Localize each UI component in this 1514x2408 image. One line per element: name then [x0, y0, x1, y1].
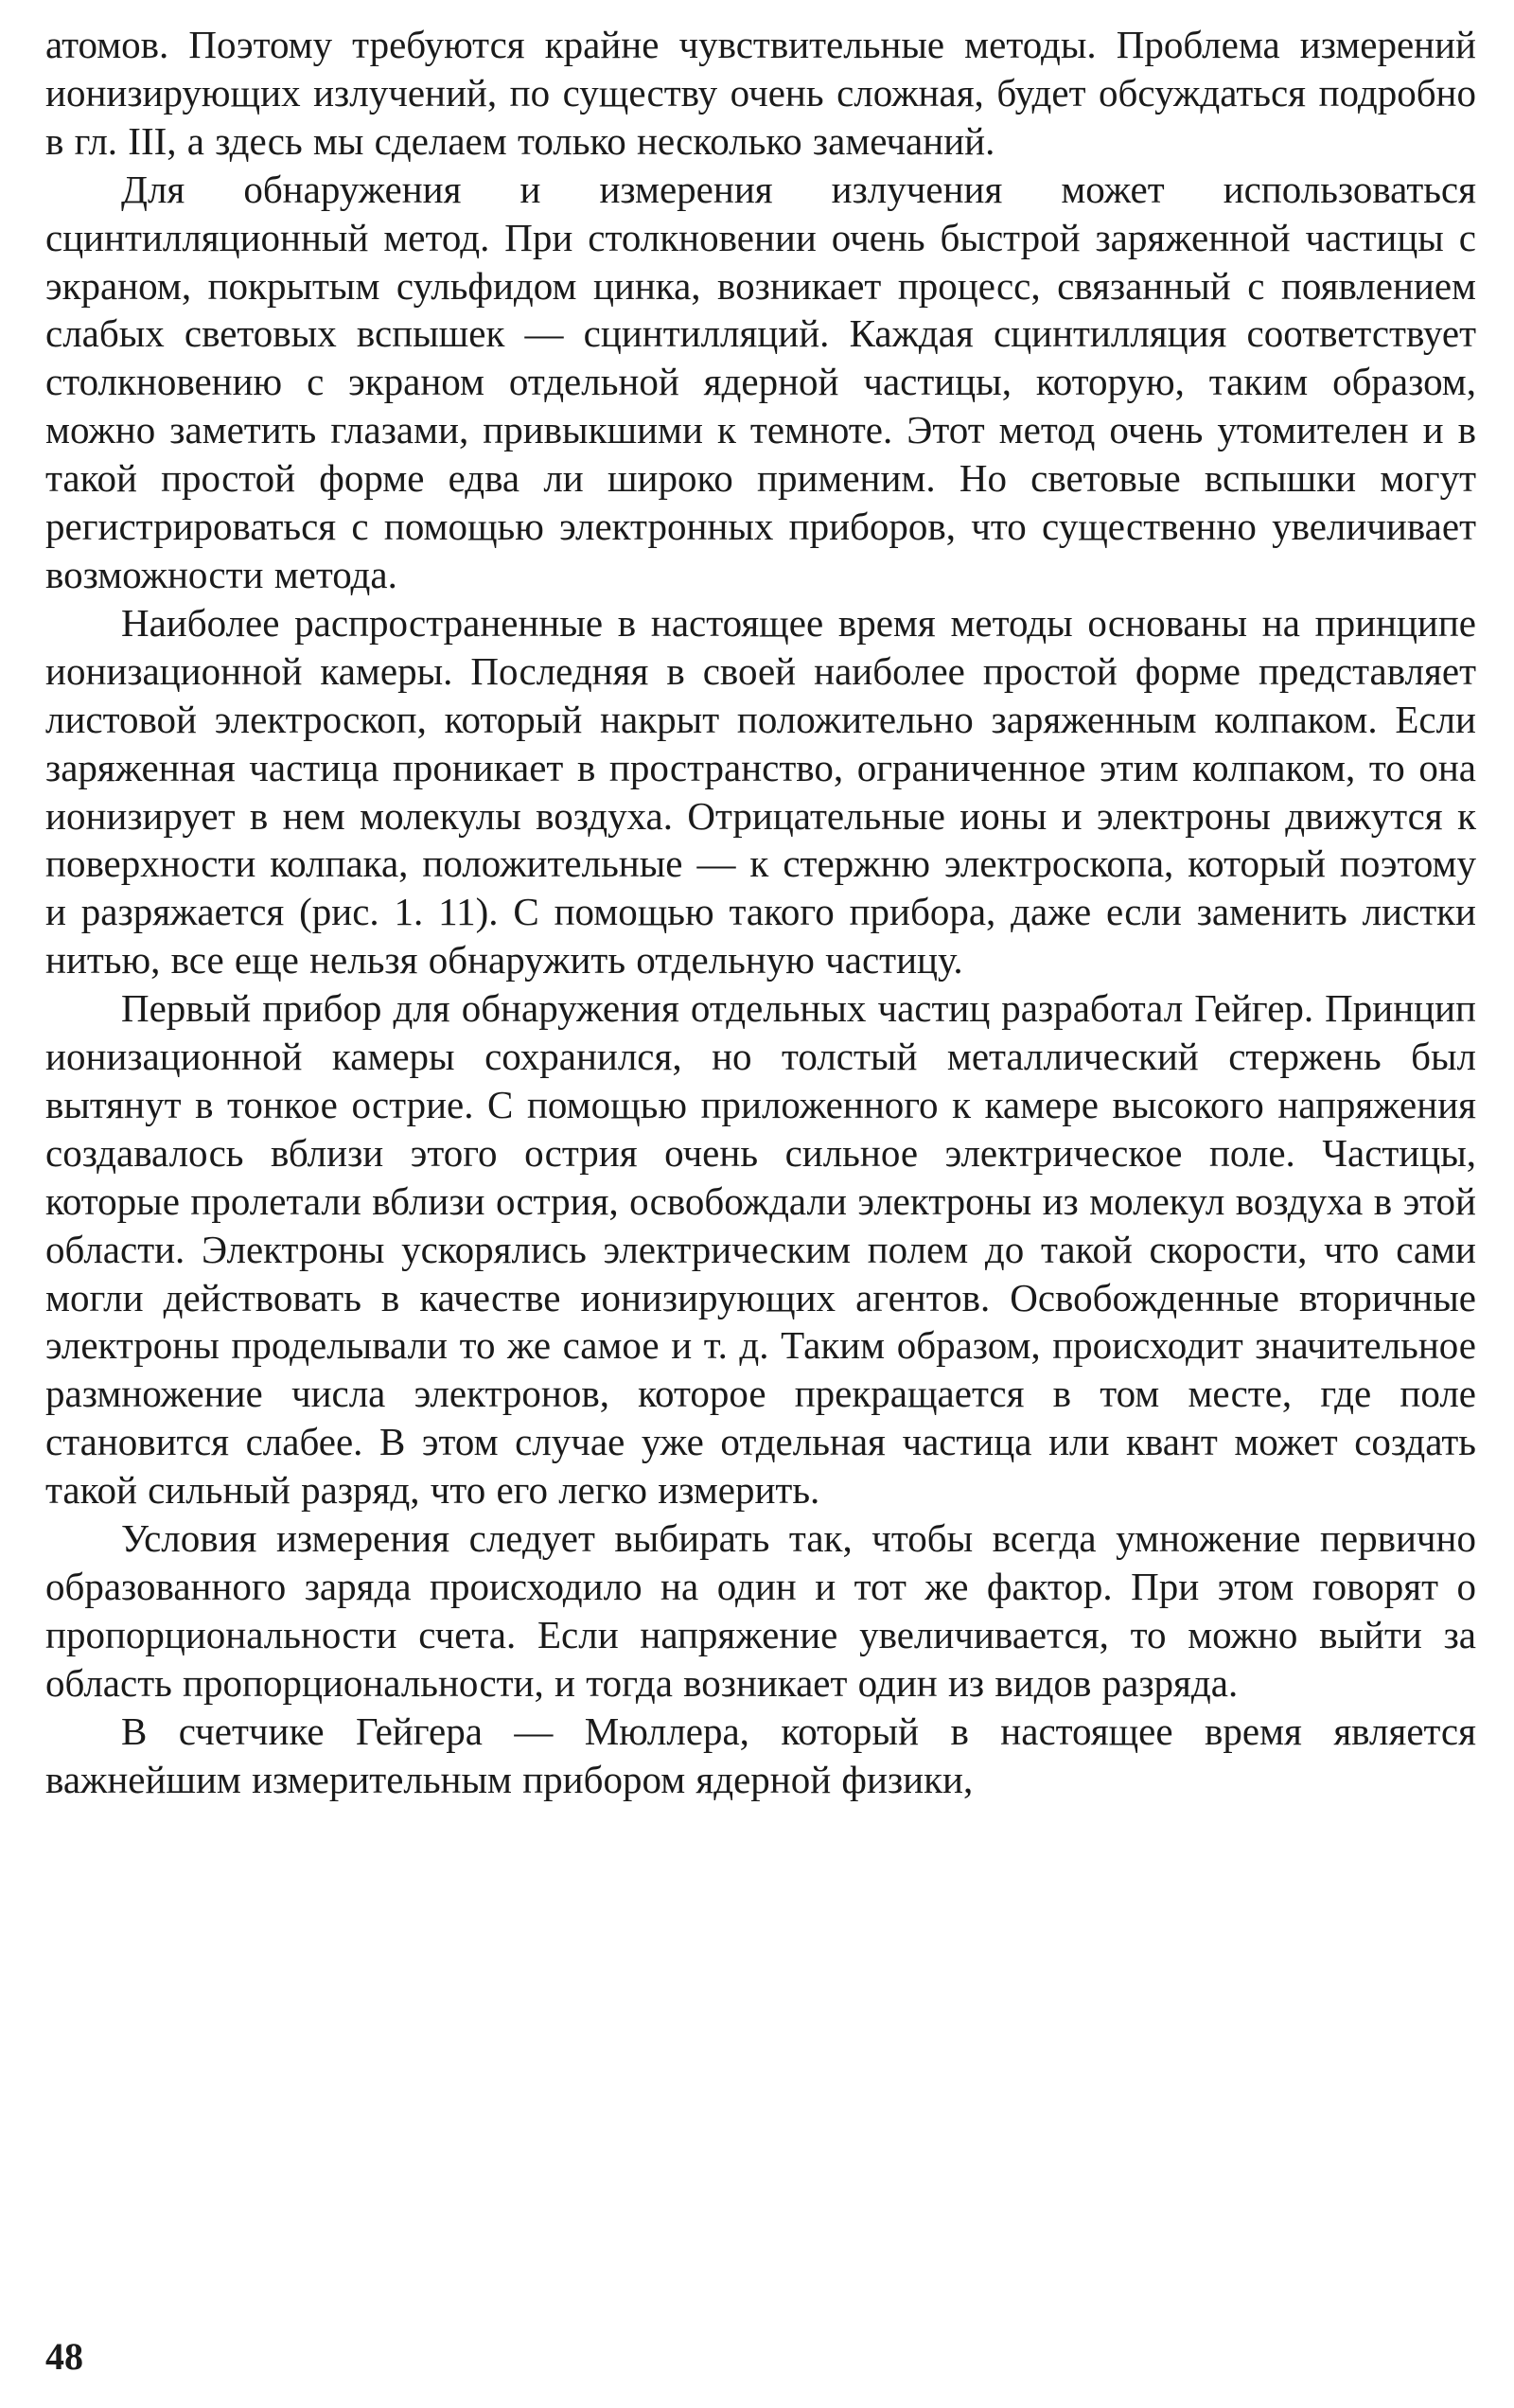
paragraph-proportional-counting: Условия измерения следует выбирать так, чтобы всегда умножение первично образованного заряда происходило на один и тот же фактор. При этом говорят о пропорциональности счета. Если напряжение увеличивается, то можно выйти за область пропорциональности, и тогда возникает один из видов разряда. — [45, 1516, 1476, 1705]
page-number: 48 — [45, 2335, 83, 2378]
paragraph-geiger-device: Первый прибор для обнаружения отдельных частиц разработал Гейгер. Принцип ионизационной камеры сохранился, но толстый металлический стержень был вытянут в тонкое острие. С помощью приложенного к камере высокого напряжения создавалось вблизи этого острия очень сильное электрическое поле. Частицы, которые пролетали вблизи острия, освобождали электроны из молекул воздуха в этой области. Электроны ускорялись электрическим полем до такой скорости, что сами могли действовать в качестве ионизирующих агентов. Освобожденные вторичные электроны проделывали то же самое и т. д. Таким образом, происходит значительное размножение числа электронов, которое прекращается в том месте, где поле становится слабее. В этом случае уже отдельная частица или квант может создать такой сильный разряд, что его легко измерить. — [45, 986, 1476, 1513]
body-text — [45, 21, 1476, 1804]
paragraph-scintillation-method: Для обнаружения и измерения излучения может использоваться сцинтилляционный метод. При столкновении очень быстрой заряженной частицы с экраном, покрытым сульфидом цинка, возникает процесс, связанный с появлением слабых световых вспышек — сцинтилляций. Каждая сцинтилляция соответствует столкновению с экраном отдельной ядерной частицы, которую, таким образом, можно заметить глазами, привыкшими к темноте. Этот метод очень утомителен и в такой простой форме едва ли широко применим. Но световые вспышки могут регистрироваться с помощью электронных приборов, что существенно увеличивает возможности метода. — [45, 167, 1476, 596]
paragraph-ionization-chamber: Наиболее распространенные в настоящее время методы основаны на принципе ионизационной камеры. Последняя в своей наиболее простой форме представляет листовой электроскоп, который накрыт положительно заряженным колпаком. Если заряженная частица проникает в пространство, ограниченное этим колпаком, то она ионизирует в нем молекулы воздуха. Отрицательные ионы и электроны движутся к поверхности колпака, положительные — к стержню электроскопа, который поэтому и разряжается (рис. 1. 11). С помощью такого прибора, даже если заменить листки нитью, все еще нельзя обнаружить отдельную частицу. — [45, 600, 1476, 983]
paragraph-geiger-muller-counter: В счетчике Гейгера — Мюллера, который в настоящее время является важнейшим измерительным прибором ядерной физики, — [45, 1709, 1476, 1801]
paragraph-continuation: атомов. Поэтому требуются крайне чувствительные методы. Проблема измерений ионизирующих излучений, по существу очень сложная, будет обсуждаться подробно в гл. III, а здесь мы сделаем только несколько замечаний. — [45, 23, 1476, 163]
